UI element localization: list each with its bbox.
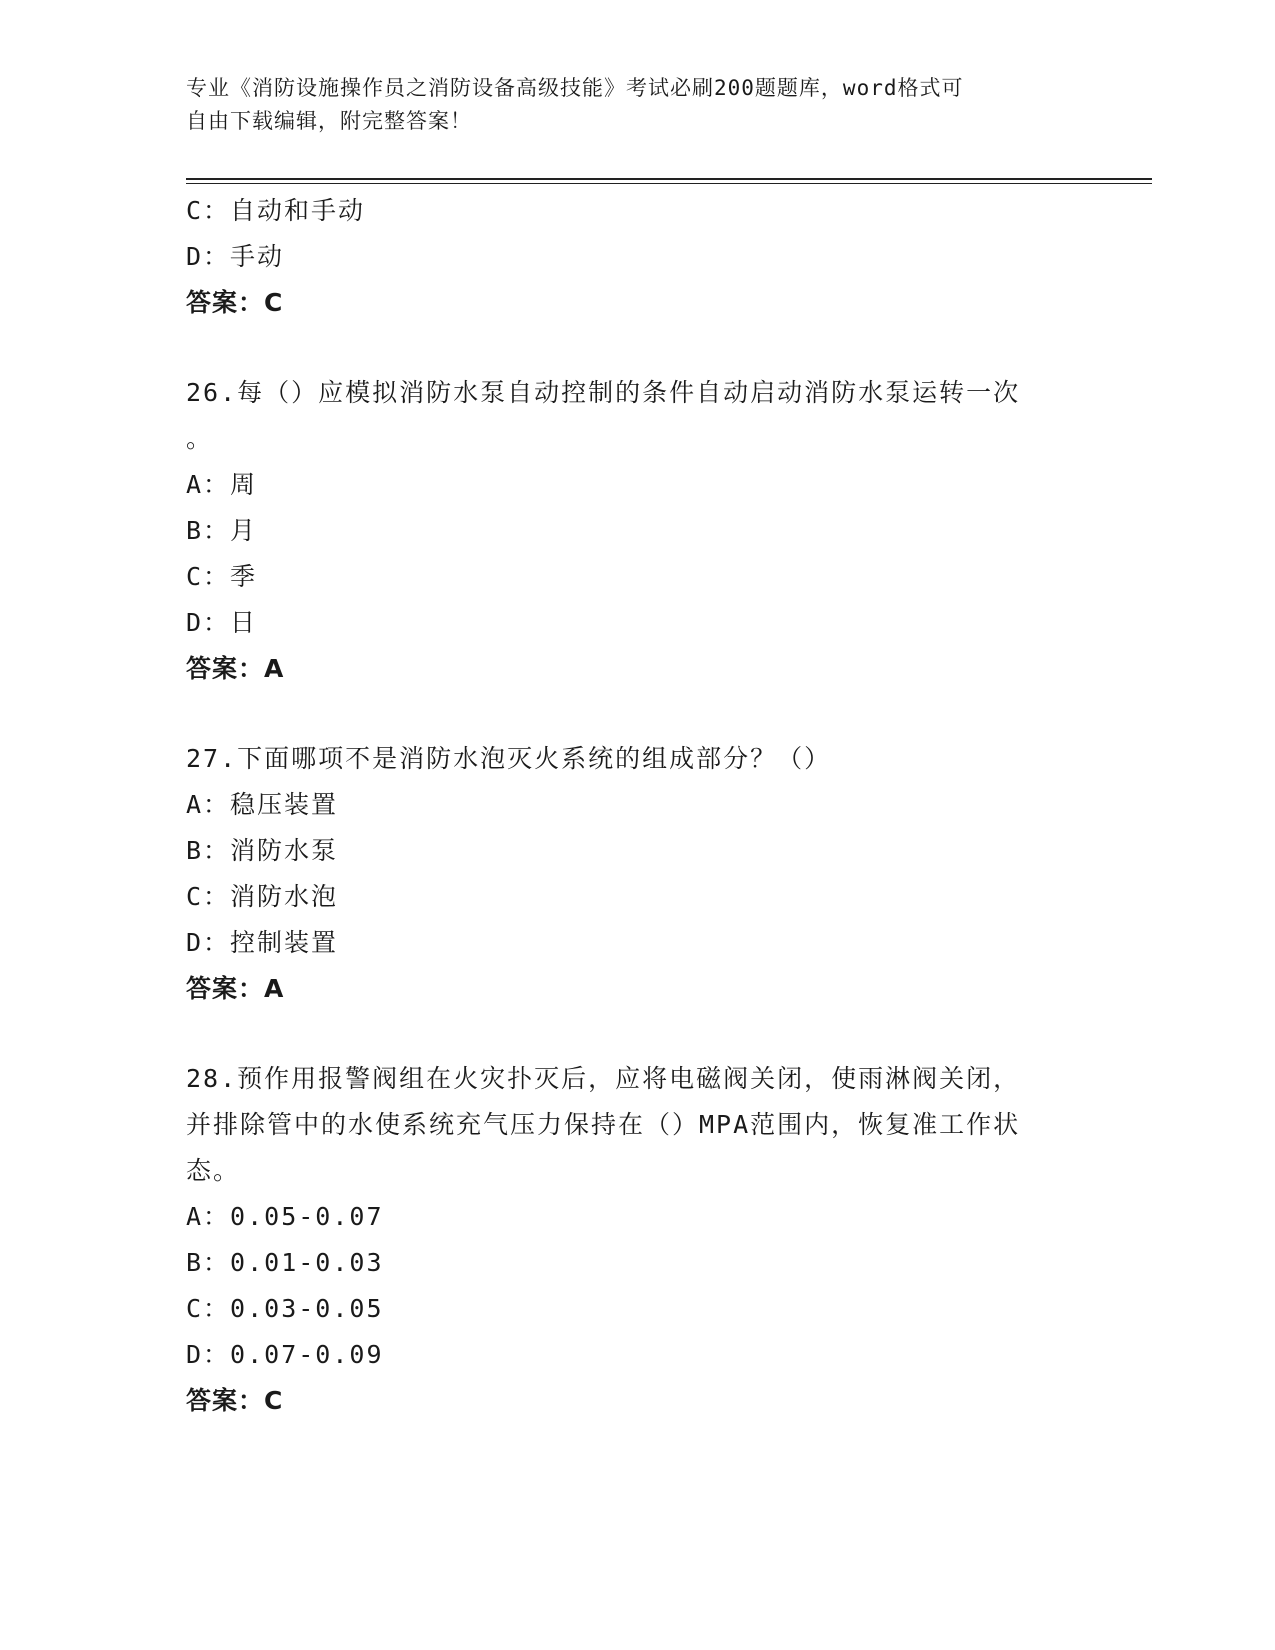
option-d: D：手动: [186, 242, 285, 271]
question-stem-line: 26.每（）应模拟消防水泵自动控制的条件自动启动消防水泵运转一次: [186, 378, 1021, 407]
question-26: [186, 370, 1086, 692]
spacer: [186, 326, 1086, 370]
option-c: C：消防水泡: [186, 882, 339, 911]
question-27: [186, 736, 1086, 1012]
answer-line: 答案：C: [186, 1386, 284, 1415]
header-line-1: 专业《消防设施操作员之消防设备高级技能》考试必刷200题题库，word格式可: [186, 76, 964, 100]
question-content: [186, 188, 1086, 1424]
spacer: [186, 1012, 1086, 1056]
option-d: D：日: [186, 608, 258, 637]
answer-line: 答案：A: [186, 974, 285, 1003]
question-stem-line: 。: [186, 424, 214, 453]
question-28: [186, 1056, 1086, 1424]
option-b: B：月: [186, 516, 258, 545]
question-stem-line: 并排除管中的水使系统充气压力保持在（）MPA范围内，恢复准工作状: [186, 1110, 1021, 1139]
spacer: [186, 692, 1086, 736]
option-d: D：0.07-0.09: [186, 1340, 384, 1369]
option-c: C：自动和手动: [186, 196, 366, 225]
header-line-2: 自由下载编辑，附完整答案！: [186, 109, 472, 133]
option-b: B：消防水泵: [186, 836, 339, 865]
option-c: C：0.03-0.05: [186, 1294, 384, 1323]
option-a: A：周: [186, 470, 258, 499]
option-d: D：控制装置: [186, 928, 339, 957]
question-stem-line: 28.预作用报警阀组在火灾扑灭后，应将电磁阀关闭，使雨淋阀关闭，: [186, 1064, 1021, 1093]
answer-line: 答案：A: [186, 654, 285, 683]
option-a: A：0.05-0.07: [186, 1202, 384, 1231]
answer-line: 答案：C: [186, 288, 284, 317]
header-divider-thick: [186, 178, 1152, 180]
option-a: A：稳压装置: [186, 790, 339, 819]
question-stem-line: 27.下面哪项不是消防水泡灭火系统的组成部分？（）: [186, 744, 832, 773]
question-stem-line: 态。: [186, 1156, 241, 1185]
option-c: C：季: [186, 562, 258, 591]
option-b: B：0.01-0.03: [186, 1248, 384, 1277]
header-divider-thin: [186, 183, 1152, 184]
document-header: [186, 72, 1066, 138]
